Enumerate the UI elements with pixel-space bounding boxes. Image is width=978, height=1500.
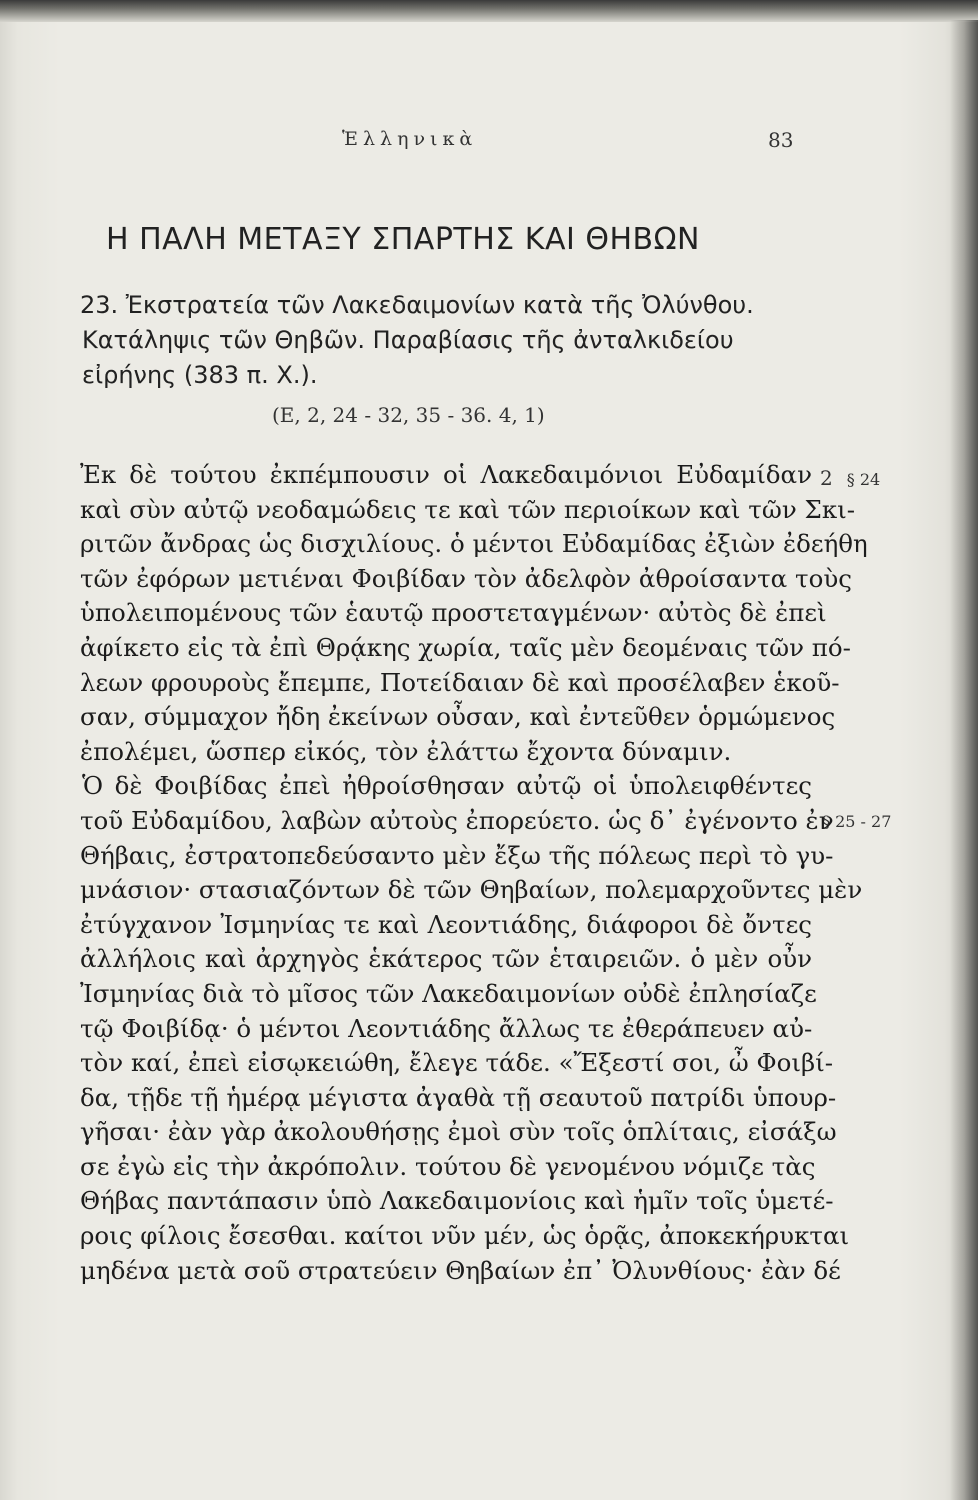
text-line: τῶν ἐφόρων μετιέναι Φοιβίδαν τὸν ἀδελφὸν ἀθροίσαντα τοὺς — [80, 563, 852, 593]
text-line: μνάσιον· στασιαζόντων δὲ τῶν Θηβαίων, πολεμαρχοῦντες μὲν — [80, 875, 863, 905]
text-line: σαν, σύμμαχον ἤδη ἐκείνων οὖσαν, καὶ ἐντεῦθεν ὁρμώμενος — [80, 702, 836, 732]
text-line: τοῦ Εὐδαμίδου, λαβὼν αὐτοὺς ἐπορεύετο. ὡς δ᾽ ἐγένοντο ἐν — [80, 805, 834, 835]
running-head: Ἑλληνικὰ — [342, 128, 478, 150]
margin-note — [820, 466, 880, 490]
text-line: Ἐκ δὲ τούτου ἐκπέμπουσιν οἱ Λακεδαιμόνιοι Εὐδαμίδαν — [80, 460, 812, 489]
section-heading-line: Κατάληψις τῶν Θηβῶν. Παραβίασις τῆς ἀνταλκιδείου — [82, 326, 734, 354]
scan-top-shadow — [0, 0, 978, 22]
text-line: σε ἐγὼ εἰς τὴν ἀκρόπολιν. τούτου δὲ γενομένου νόμιζε τὰς — [80, 1151, 816, 1181]
text-line: ἐτύγχανον Ἰσμηνίας τε καὶ Λεοντιάδης, διάφοροι δὲ ὄντες — [80, 909, 812, 939]
text-line: λεων φρουροὺς ἔπεμπε, Ποτείδαιαν δὲ καὶ προσέλαβεν ἑκοῦ- — [80, 667, 840, 697]
text-line: ροις φίλοις ἔσεσθαι. καίτοι νῦν μέν, ὡς ὁρᾷς, ἀποκεκήρυκται — [80, 1221, 850, 1251]
text-line: ἀλλήλοις καὶ ἀρχηγὸς ἑκάτερος τῶν ἑταιρειῶν. ὁ μὲν οὖν — [80, 944, 812, 974]
text-line: δα, τῇδε τῇ ἡμέρᾳ μέγιστα ἀγαθὰ τῇ σεαυτοῦ πατρίδι ὑπουρ- — [80, 1082, 837, 1112]
section-references: (Ε, 2, 24 - 32, 35 - 36. 4, 1) — [272, 403, 545, 427]
text-line: Ἰσμηνίας διὰ τὸ μῖσος τῶν Λακεδαιμονίων οὐδὲ ἐπλησίαζε — [80, 978, 817, 1008]
chapter-title: Η ΠΑΛΗ ΜΕΤΑΞΥ ΣΠΑΡΤΗΣ ΚΑΙ ΘΗΒΩΝ — [106, 222, 700, 257]
text-line: ἀφίκετο εἰς τὰ ἐπὶ Θρᾴκης χωρία, ταῖς μὲν δεομέναις τῶν πό- — [80, 632, 851, 662]
margin-paragraph-ref: § 24 — [846, 470, 881, 489]
text-line: καὶ σὺν αὐτῷ νεοδαμώδεις τε καὶ τῶν περιοίκων καὶ τῶν Σκι- — [80, 494, 856, 524]
section-heading-line: 23. Ἐκστρατεία τῶν Λακεδαιμονίων κατὰ τῆς Ὀλύνθου. — [80, 291, 754, 319]
page-number: 83 — [768, 128, 794, 152]
text-line: γῆσαι· ἐὰν γὰρ ἀκολουθήσῃς ἐμοὶ σὺν τοῖς ὁπλίταις, εἰσάξω — [80, 1117, 837, 1147]
text-line: ριτῶν ἄνδρας ὡς δισχιλίους. ὁ μέντοι Εὐδαμίδας ἐξιὼν ἐδεήθη — [80, 529, 868, 559]
margin-book-number: 2 — [820, 466, 833, 490]
text-line: Θήβας παντάπασιν ὑπὸ Λακεδαιμονίοις καὶ ἡμῖν τοῖς ὑμετέ- — [80, 1186, 834, 1216]
page-edge-shadow — [950, 20, 978, 1500]
text-line: μηδένα μετὰ σοῦ στρατεύειν Θηβαίων ἐπ᾽ Ὀλυνθίους· ἐὰν δέ — [80, 1255, 841, 1285]
text-line: Ὁ δὲ Φοιβίδας ἐπεὶ ἠθροίσθησαν αὐτῷ οἱ ὑπολειφθέντες — [82, 771, 812, 801]
text-line: τῷ Φοιβίδᾳ· ὁ μέντοι Λεοντιάδης ἄλλως τε ἐθεράπευεν αὐ- — [80, 1013, 813, 1043]
text-line: ὑπολειπομένους τῶν ἑαυτῷ προστεταγμένων· αὐτὸς δὲ ἐπεὶ — [80, 598, 827, 628]
text-line: τὸν καί, ἐπεὶ εἰσῳκειώθη, ἔλεγε τάδε. «Ἔξεστί σοι, ὦ Φοιβί- — [80, 1048, 834, 1078]
text-line: Θήβαις, ἐστρατοπεδεύσαντο μὲν ἔξω τῆς πόλεως περὶ τὸ γυ- — [80, 840, 834, 870]
text-line: ἐπολέμει, ὥσπερ εἰκός, τὸν ἐλάττω ἔχοντα δύναμιν. — [80, 736, 732, 766]
section-heading-line: εἰρήνης (383 π. Χ.). — [82, 361, 318, 389]
section-heading — [80, 288, 810, 393]
margin-paragraph-ref: § 25 - 27 — [822, 812, 892, 831]
